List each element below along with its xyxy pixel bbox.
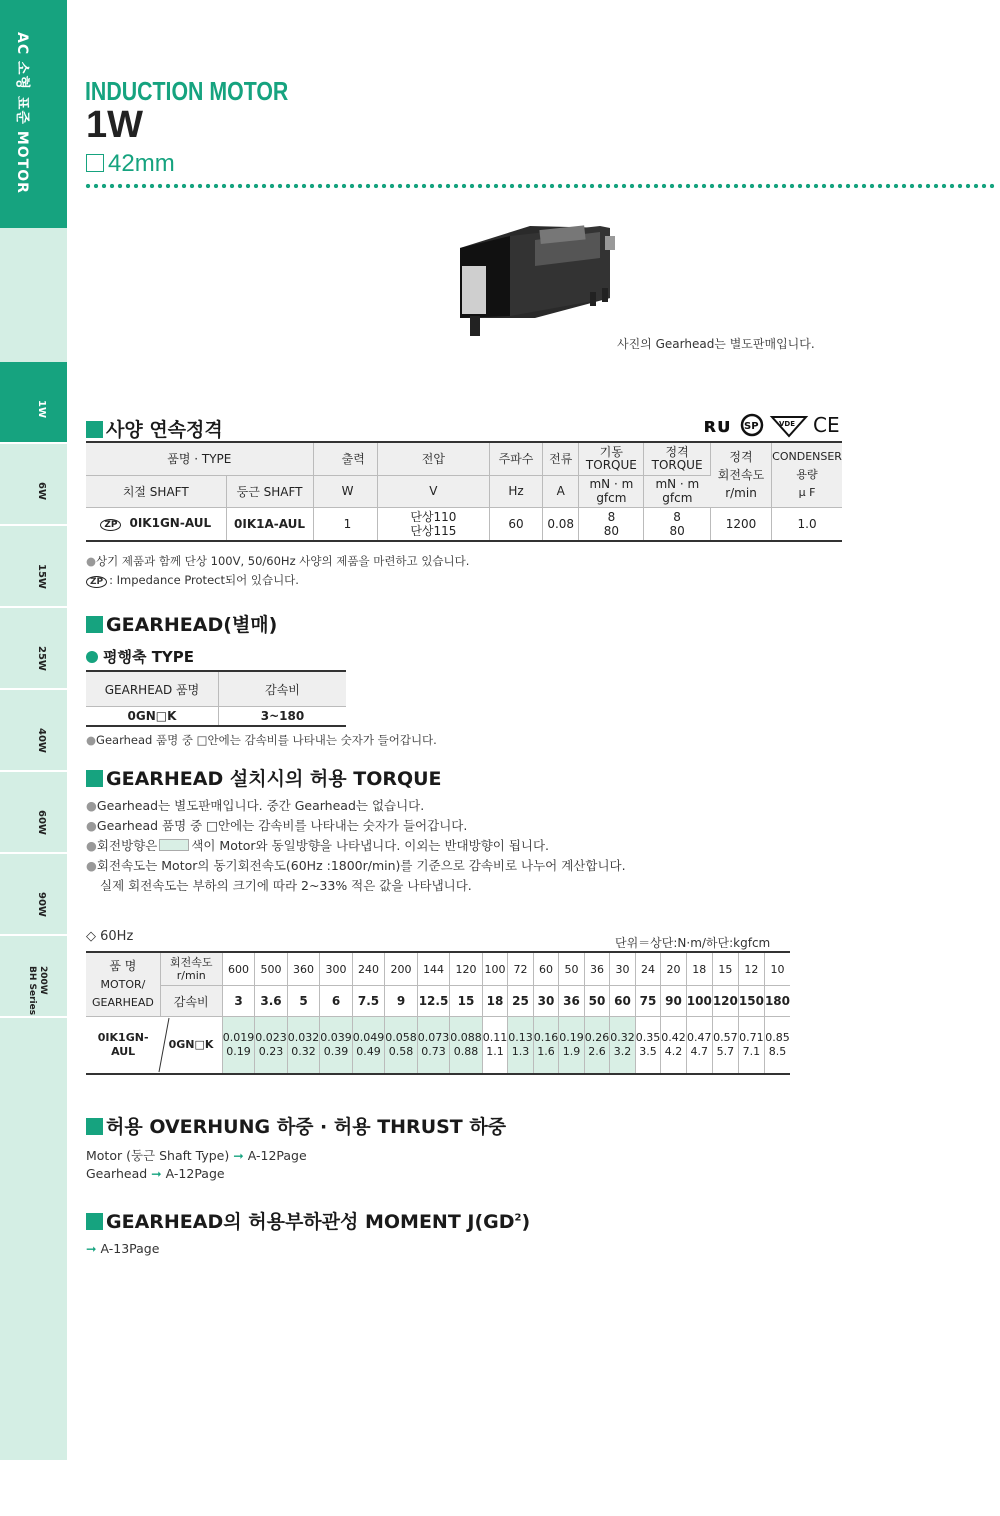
cell-torque-value: [352, 1017, 385, 1075]
cell-output: 1: [313, 507, 377, 541]
square-bullet-icon: [86, 770, 103, 787]
tab-label: 25W: [36, 646, 47, 671]
torque-nm: 0.26: [584, 1031, 610, 1044]
torque-nm: 0.11: [482, 1031, 508, 1044]
cell-ratio: 60: [610, 986, 636, 1017]
cell-rated-speed: 1200: [710, 507, 771, 541]
cell-speed: 144: [417, 952, 450, 986]
th-type: 품명 · TYPE: [86, 442, 313, 475]
sidebar-tab-25w[interactable]: [0, 608, 67, 690]
sidebar-tab-6w[interactable]: [0, 444, 67, 526]
torque-kgfcm: 0.88: [453, 1045, 479, 1058]
certification-marks: [702, 412, 842, 438]
cell-torque-value: [738, 1017, 764, 1075]
torque-kgfcm: 0.32: [291, 1045, 316, 1058]
cell-speed: 60: [533, 952, 559, 986]
zp-icon: ZP: [86, 576, 107, 588]
torque-kgfcm: 0.39: [323, 1045, 349, 1058]
th-start-torque: 기동 TORQUE: [579, 442, 644, 475]
cell-speed: 36: [584, 952, 610, 986]
torque-nm: 0.032: [287, 1031, 320, 1044]
cell-speed: 24: [635, 952, 661, 986]
sidebar-category-label: AC 소형 표준 MOTOR: [14, 32, 30, 194]
cell-torque-value: [508, 1017, 534, 1075]
arrow-right-icon: ➞: [151, 1166, 162, 1181]
torque-kgfcm: 1.6: [537, 1045, 555, 1058]
moment-link[interactable]: ➞ A-13Page: [86, 1241, 160, 1256]
torque-kgfcm: 1.3: [511, 1045, 530, 1058]
torque-nm: 0.47: [687, 1031, 712, 1044]
square-bullet-icon: [86, 616, 103, 633]
sidebar-tab-40w[interactable]: [0, 690, 67, 772]
cell-start-torque: 8 80: [579, 507, 644, 541]
cell-torque-value: [533, 1017, 559, 1075]
cell-ratio: 25: [508, 986, 534, 1017]
th-name: 품 명 MOTOR/ GEARHEAD: [86, 952, 160, 1017]
circle-bullet-icon: [86, 651, 98, 663]
cell-ratio: 90: [661, 986, 687, 1017]
torque-kgfcm: 4.2: [664, 1045, 683, 1058]
dotted-divider: [84, 183, 996, 189]
cell-ratio: 6: [320, 986, 353, 1017]
square-icon: [86, 154, 104, 172]
cell-speed: 18: [686, 952, 712, 986]
torque-note-3: ●회전방향은 색이 Motor와 동일방향을 나타냅니다. 이외는 반대방향이 됩니다.: [86, 838, 550, 853]
cell-speed: 30: [610, 952, 636, 986]
sidebar-tab-90w[interactable]: [0, 854, 67, 936]
cell-ratio: 7.5: [352, 986, 385, 1017]
cell-speed: 12: [738, 952, 764, 986]
cell-speed: 360: [287, 952, 320, 986]
torque-nm: 0.57: [713, 1031, 738, 1044]
cell-speed: 100: [482, 952, 508, 986]
motor-photo: [440, 218, 625, 338]
torque-nm: 0.19: [559, 1031, 584, 1044]
cell-torque-value: [610, 1017, 636, 1075]
torque-kgfcm: 0.58: [388, 1045, 414, 1058]
th-speed: 회전속도 r/min: [160, 952, 222, 986]
overhung-link-gearhead[interactable]: Gearhead ➞ A-12Page: [86, 1166, 225, 1181]
torque-nm: 0.039: [320, 1031, 352, 1044]
th-ratio: 감속비: [160, 986, 222, 1017]
th-condenser: CONDENSER 용량 μ F: [772, 442, 842, 507]
spec-row: [86, 507, 842, 541]
cell-ratio: 3.6: [255, 986, 288, 1017]
torque-nm: 0.42: [661, 1031, 686, 1044]
cell-ratio: 180: [764, 986, 790, 1017]
arrow-right-icon: ➞: [86, 1241, 97, 1256]
moment-section-title: GEARHEAD의 허용부하관성 MOMENT $J(GD^2)$: [86, 1207, 530, 1234]
torque-note-1: ●Gearhead는 별도판매입니다. 중간 Gearhead는 없습니다.: [86, 798, 425, 813]
overhung-link-motor[interactable]: Motor (둥근 Shaft Type) ➞ A-12Page: [86, 1148, 307, 1163]
ul-mark-icon: ʀᴜ: [704, 413, 730, 437]
torque-kgfcm: 3.5: [639, 1045, 657, 1058]
cell-gear-model: 0GN□K: [160, 1017, 222, 1075]
cell-torque-value: [559, 1017, 585, 1075]
tab-label: 200W BH Series: [27, 966, 48, 1016]
gearhead-note: ●Gearhead 품명 중 □안에는 감속비를 나타내는 숫자가 들어갑니다.: [86, 733, 437, 747]
torque-note-4: ●회전속도는 Motor의 동기회전속도(60Hz :1800r/min)를 기준으로 감속비로 나누어 계산합니다.: [86, 858, 626, 873]
sidebar-tab-1w[interactable]: [0, 362, 67, 444]
torque-kgfcm: 3.2: [613, 1045, 632, 1058]
cell-ratio: 36: [559, 986, 585, 1017]
torque-table: [86, 951, 790, 1075]
cell-condenser: 1.0: [772, 507, 842, 541]
cell-speed: 500: [255, 952, 288, 986]
frame-size: 42mm: [86, 150, 175, 178]
th-current: 전류: [542, 442, 579, 475]
torque-note-2: ●Gearhead 품명 중 □안에는 감속비를 나타내는 숫자가 들어갑니다.: [86, 818, 468, 833]
cell-torque-value: [482, 1017, 508, 1075]
th-rated-speed: 정격 회전속도 r/min: [710, 442, 771, 507]
cell-torque-value: [320, 1017, 353, 1075]
gearhead-table: [86, 670, 346, 727]
tab-label: 90W: [36, 892, 47, 917]
cell-ratio: 150: [738, 986, 764, 1017]
svg-text:VDE: VDE: [779, 420, 796, 428]
gearhead-section-title: GEARHEAD(별매): [86, 610, 277, 637]
square-bullet-icon: [86, 421, 103, 438]
torque-nm: 0.16: [533, 1031, 559, 1044]
cell-torque-value: [222, 1017, 255, 1075]
cell-ratio: 50: [584, 986, 610, 1017]
torque-kgfcm: 1.1: [486, 1045, 504, 1058]
tab-label: 6W: [36, 482, 47, 500]
spec-section-title: 사양 연속정격: [86, 415, 223, 442]
cell-ratio: 120: [712, 986, 738, 1017]
cell-pinion-model: ZP 0IK1GN-AUL: [86, 507, 226, 541]
cell-rated-torque: 8 80: [644, 507, 711, 541]
power-rating: 1W: [86, 104, 143, 146]
spec-note-2: ZP : Impedance Protect되어 있습니다.: [86, 572, 299, 588]
cell-torque-value: [686, 1017, 712, 1075]
cell-torque-value: [764, 1017, 790, 1075]
cell-torque-value: [287, 1017, 320, 1075]
cell-speed: 240: [352, 952, 385, 986]
torque-kgfcm: 8.5: [768, 1045, 787, 1058]
torque-kgfcm: 5.7: [716, 1045, 735, 1058]
sidebar-tab-200w[interactable]: [0, 936, 67, 1018]
unit-label: 단위＝상단:N·m/하단:kgfcm: [615, 936, 771, 950]
torque-nm: 0.088: [450, 1031, 482, 1044]
cell-freq: 60: [490, 507, 543, 541]
frequency-label: ◇ 60Hz: [86, 929, 134, 944]
torque-nm: 0.058: [385, 1031, 417, 1044]
cell-torque-value: [712, 1017, 738, 1075]
torque-kgfcm: 7.1: [742, 1045, 761, 1058]
cell-gearhead-ratio: 3~180: [219, 707, 347, 727]
sidebar: [0, 0, 67, 1460]
th-round-shaft: 둥근 SHAFT: [226, 475, 313, 507]
square-bullet-icon: [86, 1213, 103, 1230]
cell-voltage: 단상110 단상115: [377, 507, 489, 541]
cell-ratio: 30: [533, 986, 559, 1017]
ce-mark-icon: CE: [813, 413, 840, 437]
cell-ratio: 75: [635, 986, 661, 1017]
sidebar-tab-60w[interactable]: [0, 772, 67, 854]
torque-nm: 0.13: [508, 1031, 533, 1044]
cell-speed: 10: [764, 952, 790, 986]
th-rated-torque-unit: mN · m gfcm: [644, 475, 711, 507]
torque-kgfcm: 1.9: [562, 1045, 581, 1058]
cell-torque-value: [417, 1017, 450, 1075]
cell-torque-value: [661, 1017, 687, 1075]
torque-nm: 0.049: [352, 1031, 385, 1044]
zp-icon: ZP: [100, 519, 121, 531]
cell-torque-value: [635, 1017, 661, 1075]
cell-speed: 200: [385, 952, 418, 986]
cell-torque-value: [385, 1017, 418, 1075]
cell-ratio: 9: [385, 986, 418, 1017]
tab-label: 1W: [36, 400, 47, 418]
th-start-torque-unit: mN · m gfcm: [579, 475, 644, 507]
th-output: 출력: [313, 442, 377, 475]
th-pinion-shaft: 치절 SHAFT: [86, 475, 226, 507]
cell-current: 0.08: [542, 507, 579, 541]
arrow-right-icon: ➞: [233, 1148, 244, 1163]
torque-kgfcm: 0.73: [421, 1045, 446, 1058]
torque-kgfcm: 0.49: [356, 1045, 381, 1058]
spec-table: [86, 441, 842, 542]
cell-round-model: 0IK1A-AUL: [226, 507, 313, 541]
diagonal-divider: [158, 1017, 170, 1073]
torque-nm: 0.32: [610, 1031, 635, 1044]
cell-ratio: 3: [222, 986, 255, 1017]
svg-text:SP: SP: [744, 421, 759, 432]
cell-torque-value: [450, 1017, 483, 1075]
torque-kgfcm: 4.7: [690, 1045, 709, 1058]
torque-nm: 0.35: [635, 1031, 661, 1044]
tab-label: 40W: [36, 728, 47, 753]
torque-note-5: 실제 회전속도는 부하의 크기에 따라 2~33% 적은 값을 나타냅니다.: [100, 878, 472, 893]
cell-gearhead-model: 0GN□K: [86, 707, 219, 727]
torque-nm: 0.71: [739, 1031, 764, 1044]
photo-caption: 사진의 Gearhead는 별도판매입니다.: [617, 337, 815, 351]
torque-kgfcm: 0.19: [226, 1045, 251, 1058]
cell-torque-value: [255, 1017, 288, 1075]
torque-kgfcm: 0.23: [258, 1045, 284, 1058]
torque-kgfcm: 2.6: [588, 1045, 606, 1058]
cell-ratio: 18: [482, 986, 508, 1017]
page-title: INDUCTION MOTOR: [85, 76, 289, 106]
th-freq-unit: Hz: [490, 475, 543, 507]
square-bullet-icon: [86, 1118, 103, 1135]
cell-speed: 15: [712, 952, 738, 986]
tab-label: 60W: [36, 810, 47, 835]
spec-note-1: ●상기 제품과 함께 단상 100V, 50/60Hz 사양의 제품을 마련하고 있습니다.: [86, 554, 470, 568]
th-gearhead-model: GEARHEAD 품명: [86, 671, 219, 707]
cell-speed: 120: [450, 952, 483, 986]
cell-ratio: 12.5: [417, 986, 450, 1017]
cell-speed: 600: [222, 952, 255, 986]
th-freq: 주파수: [490, 442, 543, 475]
torque-nm: 0.85: [765, 1031, 790, 1044]
sidebar-category: [0, 0, 67, 228]
sidebar-tab-15w[interactable]: [0, 526, 67, 608]
th-gearhead-ratio: 감속비: [219, 671, 347, 707]
th-current-unit: A: [542, 475, 579, 507]
th-voltage: 전압: [377, 442, 489, 475]
cell-speed: 72: [508, 952, 534, 986]
green-legend-swatch: [159, 839, 189, 851]
cell-speed: 300: [320, 952, 353, 986]
cell-ratio: 100: [686, 986, 712, 1017]
cell-ratio: 5: [287, 986, 320, 1017]
torque-nm: 0.023: [255, 1031, 287, 1044]
overhung-section-title: 허용 OVERHUNG 하중 · 허용 THRUST 하중: [86, 1112, 506, 1139]
cell-speed: 50: [559, 952, 585, 986]
th-voltage-unit: V: [377, 475, 489, 507]
tab-label: 15W: [36, 564, 47, 589]
cell-motor-model: 0IK1GN-AUL: [86, 1017, 160, 1075]
gearhead-subtitle: 평행축 TYPE: [86, 646, 194, 667]
th-rated-torque: 정격 TORQUE: [644, 442, 711, 475]
cell-torque-value: [584, 1017, 610, 1075]
torque-section-title: GEARHEAD 설치시의 허용 TORQUE: [86, 764, 442, 791]
torque-nm: 0.073: [417, 1031, 450, 1044]
cell-ratio: 15: [450, 986, 483, 1017]
th-output-unit: W: [313, 475, 377, 507]
cell-speed: 20: [661, 952, 687, 986]
torque-nm: 0.019: [222, 1031, 255, 1044]
